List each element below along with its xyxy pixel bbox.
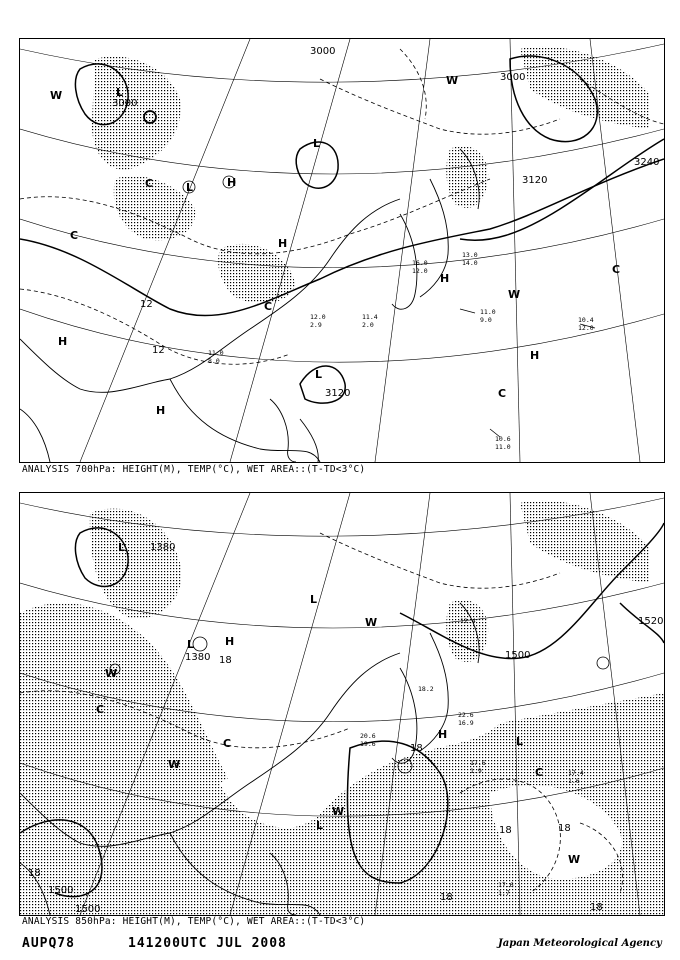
station-temp: 19.6 (360, 740, 376, 748)
low-center: L (116, 86, 124, 99)
warm-center: W (168, 758, 181, 771)
station-temp: 12.4 (460, 617, 476, 625)
low-center: L (186, 181, 194, 194)
panel-caption-700hpa: ANALYSIS 700hPa: HEIGHT(M), TEMP(°C), WET AREA::(T-TD<3°C) (22, 464, 366, 475)
contour-label: 18 (219, 655, 232, 666)
cold-center: C (145, 177, 154, 190)
contour-label: 3120 (522, 175, 548, 186)
station-temp: 17.6 (498, 881, 514, 889)
analysis-time: 141200UTC JUL 2008 (128, 936, 287, 951)
station-dewpoint: 1.7 (498, 889, 510, 897)
cold-center: C (535, 766, 544, 779)
low-center: L (315, 368, 323, 381)
map-700hpa-canvas (20, 39, 664, 462)
station-dewpoint: 12.0 (578, 324, 594, 332)
contour-label: 1380 (185, 652, 211, 663)
station-temp: 10.6 (495, 435, 511, 443)
contour-label: 3000 (112, 98, 138, 109)
station-temp: 22.6 (458, 711, 474, 719)
station-markers (144, 111, 595, 437)
station-temp: 18.2 (418, 685, 434, 693)
cold-center: C (70, 229, 79, 242)
cold-center: C (223, 737, 232, 750)
map-700hpa (19, 38, 665, 463)
contour-label: 18 (28, 868, 41, 879)
low-center: L (187, 638, 195, 651)
contour-label: 1380 (150, 542, 176, 553)
warm-center: W (50, 89, 63, 102)
warm-center: W (446, 74, 459, 87)
map-850hpa (19, 492, 665, 916)
warm-center: W (508, 288, 521, 301)
wet-areas (92, 46, 650, 303)
warm-center: W (332, 805, 345, 818)
station-temp: 17.4 (568, 769, 584, 777)
high-center: H (438, 728, 448, 741)
coastlines (20, 149, 479, 462)
contour-label: 18 (590, 902, 603, 913)
station-dewpoint: 12.0 (412, 267, 428, 275)
cold-center: C (498, 387, 507, 400)
station-temp: 13.0 (462, 251, 478, 259)
high-center: H (58, 335, 68, 348)
station-dewpoint: 2.0 (362, 321, 374, 329)
contour-label: 18 (499, 825, 512, 836)
contour-label: 3000 (500, 72, 526, 83)
contour-label: 1500 (75, 904, 101, 915)
cold-center: C (612, 263, 621, 276)
contour-label: 12 (152, 345, 165, 356)
contour-label: 18 (558, 823, 571, 834)
panel-caption-850hpa: ANALYSIS 850hPa: HEIGHT(M), TEMP(°C), WET AREA::(T-TD<3°C) (22, 916, 366, 927)
warm-center: W (365, 616, 378, 629)
map-850hpa-canvas (20, 493, 664, 915)
warm-center: W (105, 667, 118, 680)
station-dewpoint: 14.0 (462, 259, 478, 267)
station-temp: 11.0 (208, 349, 224, 357)
station-temp: 20.6 (360, 732, 376, 740)
station-temp: 10.4 (578, 316, 594, 324)
cold-center: C (96, 703, 105, 716)
low-center: L (313, 137, 321, 150)
contour-label: 1500 (505, 650, 531, 661)
station-dewpoint: 11.0 (495, 443, 511, 451)
station-temp: 11.0 (480, 308, 496, 316)
contour-label: 3000 (310, 46, 336, 57)
high-center: H (278, 237, 288, 250)
station-temp: 16.0 (412, 259, 428, 267)
contour-label: 12 (140, 299, 153, 310)
cold-center: C (264, 300, 273, 313)
station-dewpoint: 9.0 (480, 316, 492, 324)
high-center: H (225, 635, 235, 648)
low-center: L (516, 735, 524, 748)
contour-label: 18 (410, 743, 423, 754)
high-center: H (156, 404, 166, 417)
contour-label: 3240 (634, 157, 660, 168)
warm-center: W (568, 853, 581, 866)
station-dewpoint: 2.9 (310, 321, 322, 329)
agency-credit: Japan Meteorological Agency (498, 938, 662, 949)
high-center: H (530, 349, 540, 362)
station-dewpoint: 1.9 (470, 767, 482, 775)
low-center: L (310, 593, 318, 606)
station-temp: 17.6 (470, 759, 486, 767)
contour-label: 3120 (325, 388, 351, 399)
high-center: H (440, 272, 450, 285)
contour-label: 1500 (48, 885, 74, 896)
station-temp: 12.0 (310, 313, 326, 321)
contour-label: 1520 (638, 616, 664, 627)
station-dewpoint: 8.0 (208, 357, 220, 365)
station-dewpoint: 16.9 (458, 719, 474, 727)
chart-code: AUPQ78 (22, 936, 75, 951)
low-center: L (316, 819, 324, 832)
station-dewpoint: 1.6 (568, 777, 580, 785)
contour-label: 18 (440, 892, 453, 903)
station-temp: 11.4 (362, 313, 378, 321)
high-center: H (227, 176, 237, 189)
low-center: L (118, 541, 126, 554)
